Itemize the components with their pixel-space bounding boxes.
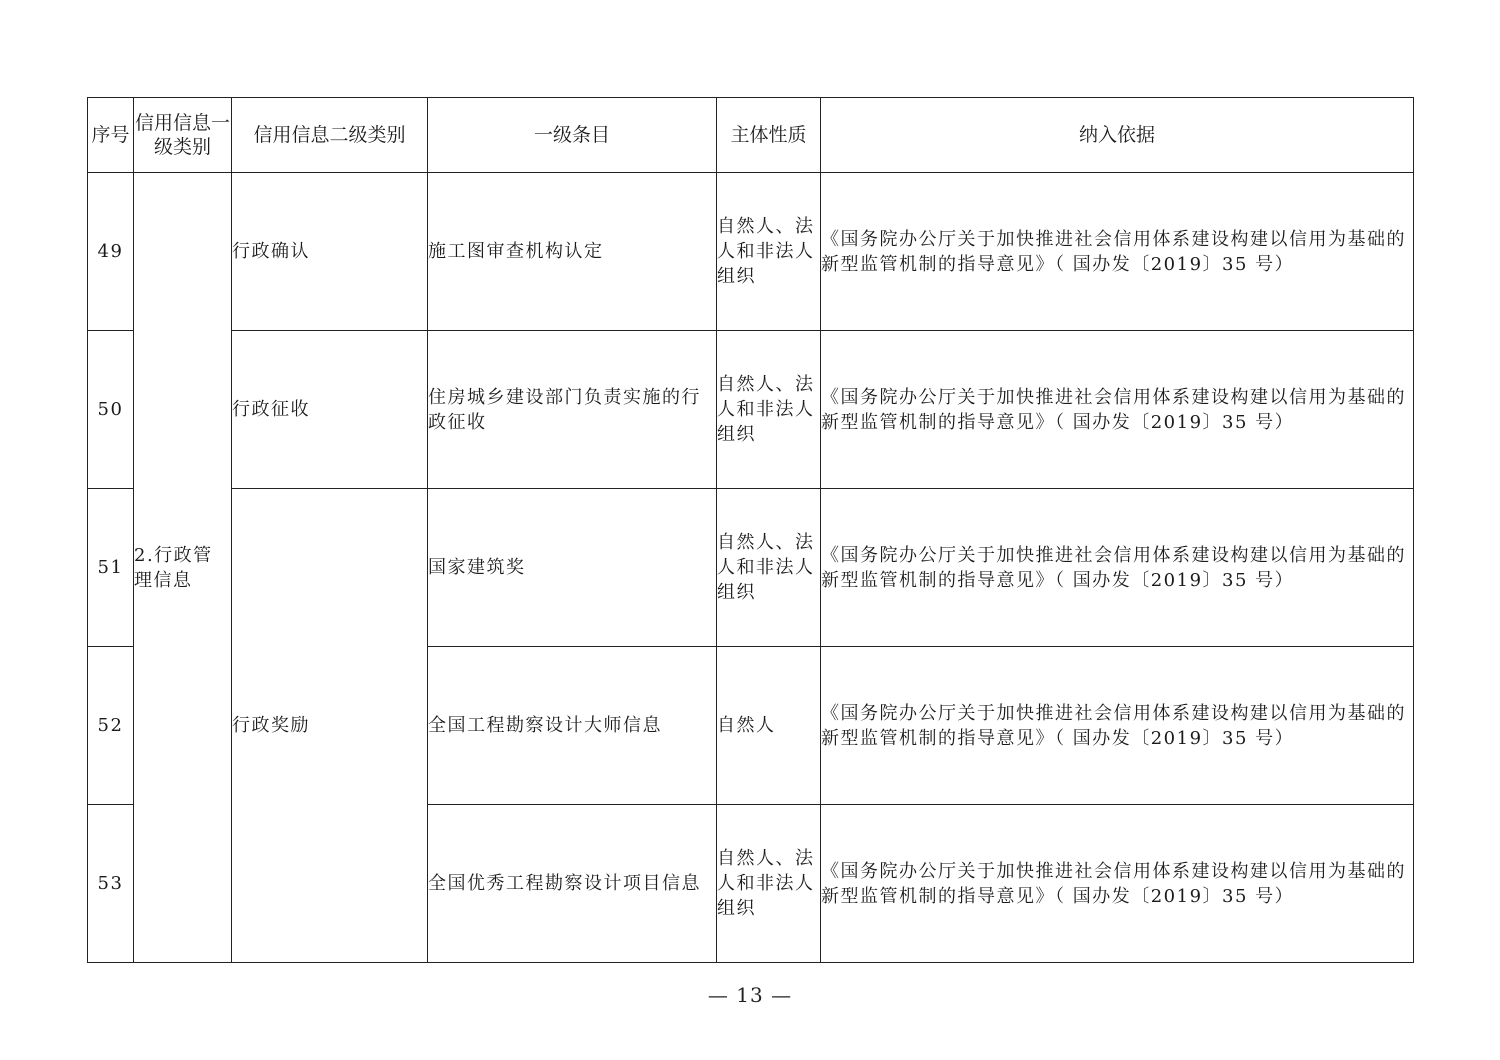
table-row [88, 331, 1414, 489]
row-subject: 自然人、法人和非法人组织 [717, 173, 821, 331]
row-basis: 《国务院办公厅关于加快推进社会信用体系建设构建以信用为基础的新型监管机制的指导意见》（ 国办发〔2019〕35 号） [821, 805, 1414, 963]
credit-info-table [87, 97, 1414, 963]
row-item: 住房城乡建设部门负责实施的行政征收 [428, 331, 717, 489]
row-seq: 49 [88, 173, 134, 331]
row-subject: 自然人 [717, 647, 821, 805]
row-item: 全国优秀工程勘察设计项目信息 [428, 805, 717, 963]
category1-cell: 2.行政管理信息 [134, 173, 232, 963]
row-seq: 52 [88, 647, 134, 805]
row-seq: 53 [88, 805, 134, 963]
header-basis: 纳入依据 [821, 98, 1414, 173]
header-item: 一级条目 [428, 98, 717, 173]
header-seq: 序号 [88, 98, 134, 173]
row-subject: 自然人、法人和非法人组织 [717, 805, 821, 963]
row-basis: 《国务院办公厅关于加快推进社会信用体系建设构建以信用为基础的新型监管机制的指导意见》（ 国办发〔2019〕35 号） [821, 647, 1414, 805]
row-item: 国家建筑奖 [428, 489, 717, 647]
row-subject: 自然人、法人和非法人组织 [717, 489, 821, 647]
header-category1: 信用信息一级类别 [134, 98, 232, 173]
row-basis: 《国务院办公厅关于加快推进社会信用体系建设构建以信用为基础的新型监管机制的指导意见》（ 国办发〔2019〕35 号） [821, 331, 1414, 489]
row-basis: 《国务院办公厅关于加快推进社会信用体系建设构建以信用为基础的新型监管机制的指导意见》（ 国办发〔2019〕35 号） [821, 489, 1414, 647]
row-item: 施工图审查机构认定 [428, 173, 717, 331]
category2-cell: 行政确认 [232, 173, 428, 331]
row-seq: 50 [88, 331, 134, 489]
table-header-row [88, 98, 1414, 173]
category2-cell: 行政征收 [232, 331, 428, 489]
row-seq: 51 [88, 489, 134, 647]
row-item: 全国工程勘察设计大师信息 [428, 647, 717, 805]
row-basis: 《国务院办公厅关于加快推进社会信用体系建设构建以信用为基础的新型监管机制的指导意见》（ 国办发〔2019〕35 号） [821, 173, 1414, 331]
page-number: — 13 — [707, 983, 793, 1007]
header-subject: 主体性质 [717, 98, 821, 173]
header-category2: 信用信息二级类别 [232, 98, 428, 173]
table-row [88, 173, 1414, 331]
row-subject: 自然人、法人和非法人组织 [717, 331, 821, 489]
table-row [88, 489, 1414, 647]
category2-cell: 行政奖励 [232, 489, 428, 963]
